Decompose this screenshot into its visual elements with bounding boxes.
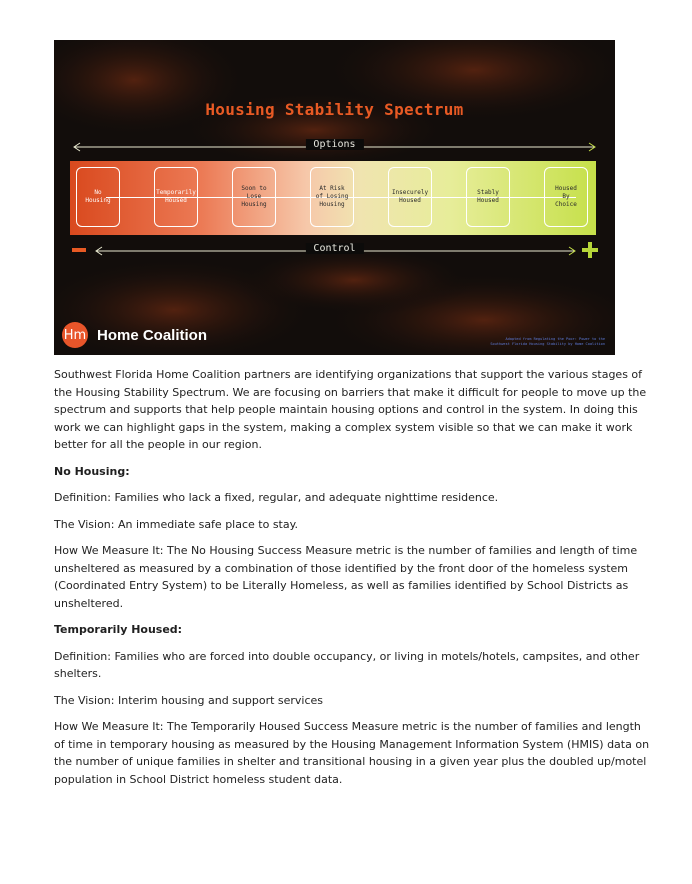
stage-no-housing: No Housing: [76, 167, 120, 227]
no-housing-definition: Definition: Families who lack a fixed, regular, and adequate nighttime residence.: [54, 491, 499, 504]
document-body: [54, 366, 654, 797]
options-axis: [70, 140, 599, 154]
control-label: Control: [305, 243, 363, 254]
credit-line-2: Southwest Florida Housing Stability by Home Coalition: [490, 342, 605, 346]
temporarily-housed-vision: The Vision: Interim housing and support services: [54, 693, 324, 707]
stage-at-risk: At Risk of Losing Housing: [310, 167, 354, 227]
temporarily-housed-definition: Definition: Families who are forced into double occupancy, or living in motels/hotels, campsites, and other shelters.: [54, 649, 640, 680]
image-credit: [490, 337, 605, 347]
stage-insecurely-housed: Insecurely Housed: [388, 167, 432, 227]
stage-temporarily-housed: Temporarily Housed: [154, 167, 198, 227]
no-housing-vision: The Vision: An immediate safe place to stay.: [54, 517, 299, 531]
intro-paragraph: Southwest Florida Home Coalition partners are identifying organizations that support the various stages of the Housing Stability Spectrum. We are focusing on barriers that make it difficult for people to move up the spectrum and supports that help people maintain housing options and control in the system. In doing this work we can highlight gaps in the system, making a complex system visible so that we can make it work better for all the people in our region.: [54, 368, 647, 451]
stage-soon-to-lose-housing: Soon to Lose Housing: [232, 167, 276, 227]
logo-mark: Hm: [62, 322, 88, 348]
stage-stably-housed: Stably Housed: [466, 167, 510, 227]
section-heading-no-housing: No Housing:: [54, 464, 130, 478]
minus-icon: [72, 248, 86, 252]
credit-line-1: Adapted from Regulating the Poor: Power to the: [505, 337, 605, 341]
temporarily-housed-measure: How We Measure It: The Temporarily Housed Success Measure metric is the number of families and length of time in temporary housing as measured by the Housing Management Information System (HMIS) data on the number of unique families in shelter and transitional housing in a given year plus the doubled up/motel population in School District homeless student data.: [54, 720, 650, 786]
logo-text: Home Coalition: [97, 326, 208, 344]
options-label: Options: [305, 139, 363, 150]
no-housing-measure: How We Measure It: The No Housing Success Measure metric is the number of families and length of time unsheltered as measured by a combination of those identified by the front door of the homeless system (Coordinated Entry System) to be Literally Homeless, as well as families identified by School Districts as unsheltered.: [54, 544, 638, 610]
spectrum-band: [70, 161, 596, 235]
stage-housed-by-choice: Housed By Choice: [544, 167, 588, 227]
section-heading-temporarily-housed: Temporarily Housed:: [54, 623, 183, 636]
spectrum-title: Housing Stability Spectrum: [205, 100, 464, 119]
housing-spectrum-image: [54, 40, 615, 355]
control-axis: [70, 244, 599, 258]
home-coalition-logo: [62, 322, 207, 348]
plus-icon: [582, 242, 598, 258]
